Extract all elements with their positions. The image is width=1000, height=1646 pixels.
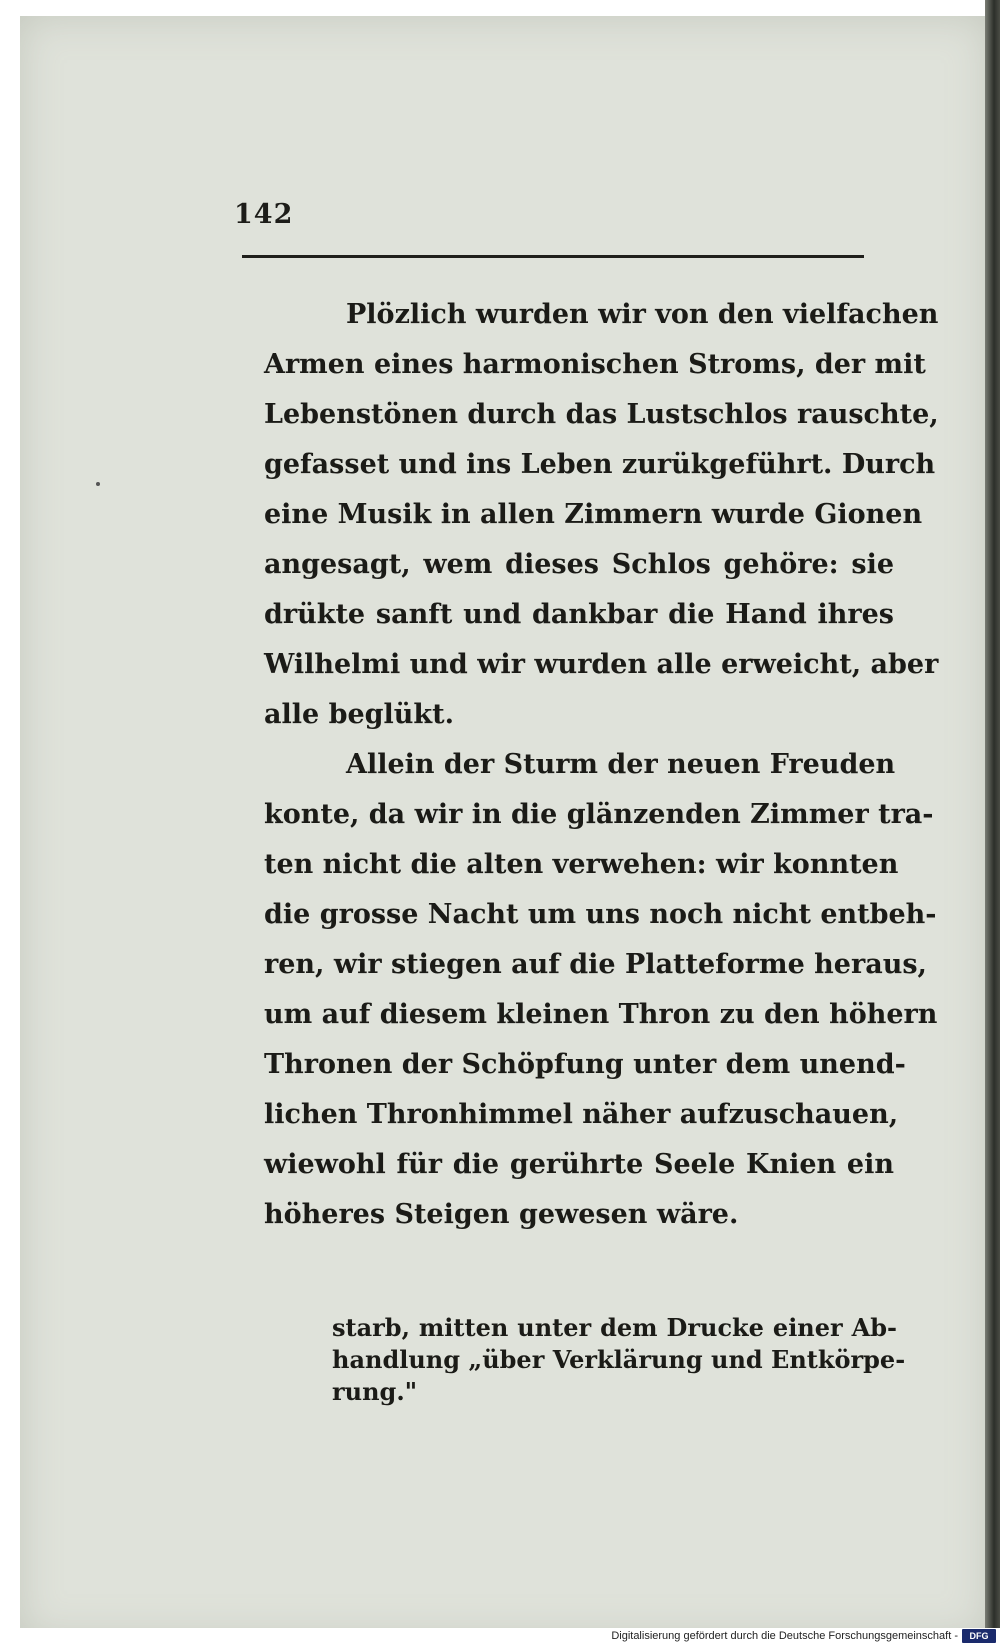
text-line: Allein der Sturm der neuen Freuden [346, 749, 896, 780]
book-edge [985, 0, 1000, 1640]
text-line: höheres Steigen gewesen wäre. [264, 1199, 739, 1230]
footnote-line: rung." [332, 1377, 418, 1406]
scanned-page [20, 16, 988, 1638]
text-line: Wilhelmi und wir wurden alle erweicht, aber [264, 649, 939, 680]
footnote-line: handlung „über Verklärung und Entkörpe- [332, 1345, 906, 1374]
footnote [332, 1312, 906, 1408]
header-rule [242, 255, 864, 258]
text-line: Lebenstönen durch das Lustschlos rauschte, [264, 399, 939, 430]
footnote-line: starb, mitten unter dem Drucke einer Ab- [332, 1313, 897, 1342]
text-line: drükte sanft und dankbar die Hand ihres [264, 599, 894, 630]
text-line: alle beglükt. [264, 699, 454, 730]
text-line: gefasset und ins Leben zurükgeführt. Durch [264, 449, 936, 480]
text-line: ten nicht die alten verwehen: wir konnten [264, 849, 899, 880]
text-line: eine Musik in allen Zimmern wurde Gionen [264, 499, 923, 530]
text-line: konte, da wir in die glänzenden Zimmer tra- [264, 799, 934, 830]
page-number: 142 [234, 199, 294, 230]
dfg-logo: DFG [962, 1629, 996, 1643]
body-text [264, 290, 939, 1240]
text-line: Plözlich wurden wir von den vielfachen [346, 299, 939, 330]
text-line: um auf diesem kleinen Thron zu den höhern [264, 999, 938, 1030]
text-line: lichen Thronhimmel näher aufzuschauen, [264, 1099, 899, 1130]
text-line: ren, wir stiegen auf die Platteforme heraus, [264, 949, 927, 980]
text-line: wiewohl für die gerührte Seele Knien ein [264, 1149, 894, 1180]
text-line: die grosse Nacht um uns noch nicht entbeh- [264, 899, 937, 930]
paper-speck [96, 482, 100, 486]
digitization-credit: Digitalisierung gefördert durch die Deutsche Forschungsgemeinschaft - [611, 1630, 958, 1642]
text-line: Thronen der Schöpfung unter dem unend- [264, 1049, 906, 1080]
text-line: Armen eines harmonischen Stroms, der mit [264, 349, 926, 380]
text-line: angesagt, wem dieses Schlos gehöre: sie [264, 549, 894, 580]
